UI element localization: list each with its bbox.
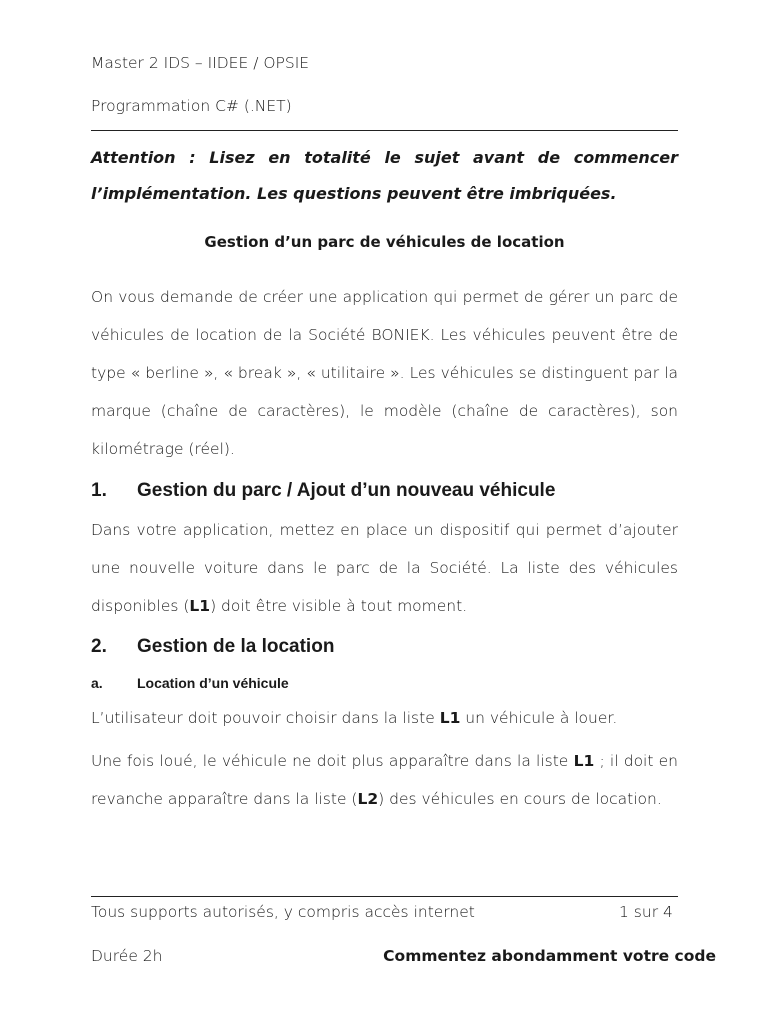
list-ref-l1: L1	[189, 597, 211, 615]
section-1-number: 1.	[91, 480, 107, 501]
footer-divider	[91, 896, 678, 897]
course-line: Master 2 IDS – IIDEE / OPSIE	[91, 54, 310, 72]
subsection-a-paragraph-1: L’utilisateur doit pouvoir choisir dans la liste L1 un véhicule à louer.	[91, 709, 618, 727]
list-ref-l1: L1	[573, 752, 595, 770]
section-1-title: Gestion du parc / Ajout d’un nouveau véhicule	[137, 480, 556, 501]
subject-line: Programmation C# (.NET)	[91, 97, 292, 115]
footer-duration: Durée 2h	[91, 947, 163, 965]
header-divider	[91, 130, 678, 131]
subsection-a-paragraph-2: Une fois loué, le véhicule ne doit plus apparaître dans la liste L1 ; il doit en revanche apparaître dans la liste (L2) des véhicules en cours de location.	[91, 752, 679, 808]
intro-paragraph: On vous demande de créer une application qui permet de gérer un parc de véhicules de location de la Société BONIEK. Les véhicules peuvent être de type « berline », « break », « utilitaire ». Les véhicules se distinguent par la marque (chaîne de caractères), le modèle (chaîne de caractères), son kilométrage (réel).	[91, 288, 678, 458]
section-1-heading	[91, 480, 555, 502]
subsection-a-title: Location d’un véhicule	[137, 675, 289, 691]
section-2-heading	[91, 636, 334, 658]
footer-supports: Tous supports autorisés, y compris accès internet	[91, 903, 475, 921]
section-1-paragraph: Dans votre application, mettez en place un dispositif qui permet d’ajouter une nouvelle voiture dans le parc de la Société. La liste des véhicules disponibles (L1) doit être visible à tout moment.	[91, 521, 678, 615]
list-ref-l2: L2	[357, 790, 379, 808]
document-title: Gestion d’un parc de véhicules de location	[204, 233, 565, 251]
attention-notice: Attention : Lisez en totalité le sujet avant de commencer l’implémentation. Les questions peuvent être imbriquées.	[91, 148, 678, 203]
list-ref-l1: L1	[439, 709, 461, 727]
footer-comment-note: Commentez abondamment votre code	[383, 947, 716, 965]
subsection-a-heading	[91, 675, 289, 691]
subsection-a-letter: a.	[91, 675, 103, 691]
section-2-number: 2.	[91, 636, 107, 657]
footer-page-number: 1 sur 4	[619, 903, 673, 921]
section-2-title: Gestion de la location	[137, 636, 335, 657]
